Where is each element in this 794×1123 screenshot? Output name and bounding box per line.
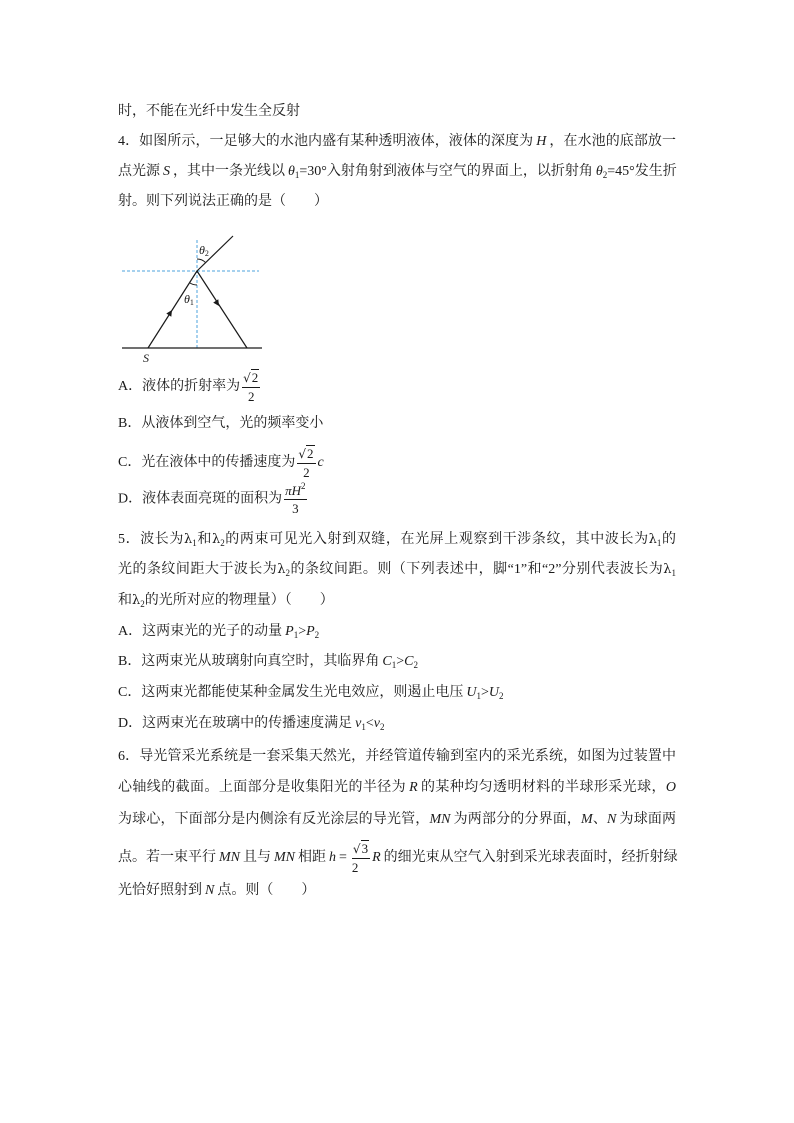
point-M: M — [581, 812, 593, 827]
q5-stem-text: 和 — [118, 593, 132, 608]
q5-stem-line-2 — [118, 555, 676, 585]
q5-stem-text: 5．波长为 — [118, 532, 184, 547]
q4-stem-line-3 — [118, 187, 676, 217]
q5-stem-text: 的 — [661, 532, 677, 547]
option-c-text: C．光在液体中的传播速度为 — [118, 455, 296, 471]
lambda-symbol: λ — [184, 532, 193, 547]
q4-option-a — [118, 370, 676, 404]
momentum-variable: P — [306, 624, 315, 639]
lambda-symbol: λ — [277, 562, 286, 577]
comparison-sign: > — [396, 654, 405, 669]
fraction-numerator — [242, 370, 260, 388]
pi-symbol: π — [285, 483, 292, 498]
incident-ray — [148, 271, 197, 348]
lambda-symbol: λ — [648, 532, 657, 547]
reflected-ray — [197, 271, 247, 348]
critical-angle-variable: C — [404, 654, 414, 669]
q5-option-b — [118, 647, 676, 677]
option-b-text: B．这两束光从玻璃射向真空时，其临界角 — [118, 654, 380, 669]
radical-sign: √ — [352, 842, 361, 856]
q4-option-b — [118, 409, 676, 439]
equals-sign: = — [339, 850, 347, 866]
angle-theta2-arc — [197, 259, 206, 263]
variable-subscript: 1 — [391, 660, 397, 670]
q5-stem-text: 和 — [196, 532, 212, 547]
fraction-denominator: 2 — [247, 389, 255, 404]
q6-stem-text: 点。则（ ） — [217, 883, 316, 898]
q6-stem-text: 6．导光管采光系统是一套采集天然光，并经管道传输到室内的采光系统，如图为过装置中 — [118, 749, 676, 764]
q4-option-d — [118, 483, 676, 516]
q5-option-a — [118, 617, 676, 647]
center-point-O: O — [665, 780, 677, 795]
variable-subscript: 2 — [413, 660, 418, 670]
lambda-subscript: 1 — [192, 538, 197, 548]
option-c-text: C．这两束光都能使某种金属发生光电效应，则遏止电压 — [118, 685, 464, 700]
q5-stem-text: 光的条纹间距大于波长为 — [118, 562, 278, 577]
q4-stem-text: 4．如图所示，一足够大的水池内盛有某种透明液体，液体的深度为 — [118, 134, 534, 149]
q6-stem-line-1 — [118, 742, 676, 772]
speed-variable: v — [355, 716, 362, 731]
lambda-symbol: λ — [132, 593, 141, 608]
variable-subscript: 2 — [314, 630, 320, 640]
lambda-subscript: 2 — [285, 568, 290, 578]
interface-MN: MN — [274, 850, 295, 866]
q5-stem-text: 的两束可见光入射到双缝，在光屏上观察到干涉条纹，其中波长为 — [224, 532, 649, 547]
radius-variable-R: R — [372, 850, 381, 866]
q6-stem-text: 心轴线的截面。上面部分是收集阳光的半径为 — [118, 780, 407, 795]
lambda-subscript: 1 — [656, 538, 662, 548]
lambda-subscript: 2 — [220, 538, 225, 548]
q6-stem-line-4 — [118, 841, 676, 875]
interface-MN: MN — [219, 850, 240, 866]
fraction-denominator: 2 — [303, 465, 310, 480]
q4-stem-text: 点光源 — [118, 164, 160, 179]
fraction-sqrt2-over-2 — [297, 446, 315, 480]
q5-stem-line-1 — [118, 525, 676, 555]
q4-stem-text: =30°入射角射到液体与空气的界面上，以折射角 — [299, 164, 593, 179]
comparison-sign: > — [480, 685, 489, 700]
option-d-text: D．液体表面亮斑的面积为 — [118, 491, 283, 507]
speed-of-light-c: c — [317, 455, 324, 471]
distance-variable-h: h — [329, 850, 336, 866]
lambda-symbol: λ — [663, 562, 672, 577]
q6-stem-line-2 — [118, 773, 676, 803]
q6-stem-text: 的某种均匀透明材料的半球形采光球， — [420, 780, 666, 795]
radicand: 2 — [307, 446, 314, 461]
momentum-variable: P — [285, 624, 294, 639]
option-a-text: A．这两束光的光子的动量 — [118, 624, 283, 639]
theta-symbol: θ — [288, 164, 295, 179]
theta1-label: θ1 — [184, 292, 194, 307]
fraction-numerator — [352, 841, 370, 859]
source-variable-S: S — [163, 164, 170, 179]
fraction-numerator — [284, 483, 306, 500]
q4-stem-text: =45°发生折 — [607, 164, 677, 179]
option-d-text: D．这两束光在玻璃中的传播速度满足 — [118, 716, 353, 731]
theta2-label: θ2 — [199, 243, 209, 258]
q6-stem-text: 且与 — [243, 850, 271, 866]
lambda-symbol: λ — [211, 532, 221, 547]
q4-stem-line-1 — [118, 127, 676, 157]
q6-stem-text: 光恰好照射到 — [118, 883, 202, 898]
option-a-text: A．液体的折射率为 — [118, 379, 241, 395]
radical-sign: √ — [243, 371, 251, 385]
q6-stem-text: 为球心，下面部分是内侧涂有反光涂层的导光管， — [118, 812, 430, 827]
lambda-subscript: 1 — [671, 568, 677, 578]
radicand: 3 — [361, 841, 369, 856]
q4-stem-text: 射。则下列说法正确的是（ ） — [118, 194, 328, 209]
variable-subscript: 1 — [293, 630, 299, 640]
source-label-S: S — [143, 351, 149, 365]
point-N: N — [607, 812, 617, 827]
q5-stem-text: 的光所对应的物理量）（ ） — [144, 593, 334, 608]
q6-stem-line-5 — [118, 876, 676, 906]
variable-subscript: 1 — [361, 722, 366, 732]
fraction-pi-h2-over-3 — [284, 483, 306, 516]
comparison-sign: < — [365, 716, 374, 731]
theta-subscript: 2 — [602, 170, 608, 180]
q5-option-d — [118, 709, 676, 739]
q4-option-c — [118, 446, 676, 480]
stopping-voltage-variable: U — [488, 685, 499, 700]
fraction-sqrt3-over-2 — [352, 841, 370, 875]
q5-stem-line-3 — [118, 586, 676, 616]
fraction-numerator — [297, 446, 315, 464]
q6-stem-text: 为球面两 — [619, 812, 677, 827]
refraction-diagram — [118, 226, 268, 366]
q6-stem-text: 相距 — [298, 850, 326, 866]
fraction-denominator: 3 — [292, 501, 299, 516]
q5-option-c — [118, 678, 676, 708]
speed-variable: v — [373, 716, 380, 731]
fraction-sqrt2-over-2 — [242, 370, 260, 404]
variable-subscript: 2 — [499, 691, 504, 701]
radicand: 2 — [251, 370, 259, 385]
q6-stem-line-3 — [118, 805, 676, 835]
variable-subscript: 2 — [379, 722, 385, 732]
radius-variable-R: R — [409, 780, 418, 795]
comparison-sign: > — [298, 624, 307, 639]
depth-variable-H: H — [291, 483, 302, 498]
exponent: 2 — [301, 481, 306, 491]
q6-stem-text: 、 — [592, 812, 608, 827]
stopping-voltage-variable: U — [466, 685, 477, 700]
q4-stem-text: ，在水池的底部放一 — [549, 134, 677, 149]
interface-MN: MN — [429, 812, 451, 827]
fraction-denominator: 2 — [351, 860, 359, 875]
critical-angle-variable: C — [382, 654, 392, 669]
radical-sign: √ — [298, 447, 306, 461]
theta-subscript: 1 — [294, 170, 300, 180]
q5-stem-text: 的条纹间距。则（下列表述中，脚“1”和“2”分别代表波长为 — [290, 562, 664, 577]
q6-stem-text: 的细光束从空气入射到采光球表面时，经折射绿 — [383, 850, 678, 866]
lambda-subscript: 2 — [140, 599, 145, 609]
previous-question-tail — [118, 97, 676, 127]
point-N: N — [205, 883, 215, 898]
previous-option-continuation: 时，不能在光纤中发生全反射 — [118, 104, 300, 119]
depth-variable-H: H — [536, 134, 547, 149]
q6-stem-text: 点。若一束平行 — [118, 850, 216, 866]
q4-stem-text: ，其中一条光线以 — [173, 164, 285, 179]
option-b-text: B．从液体到空气，光的频率变小 — [118, 416, 324, 431]
q6-stem-text: 为两部分的分界面， — [453, 812, 582, 827]
angle-theta1-arc — [190, 283, 198, 285]
theta-symbol: θ — [595, 164, 603, 179]
q4-stem-line-2 — [118, 157, 676, 187]
variable-subscript: 1 — [476, 691, 481, 701]
